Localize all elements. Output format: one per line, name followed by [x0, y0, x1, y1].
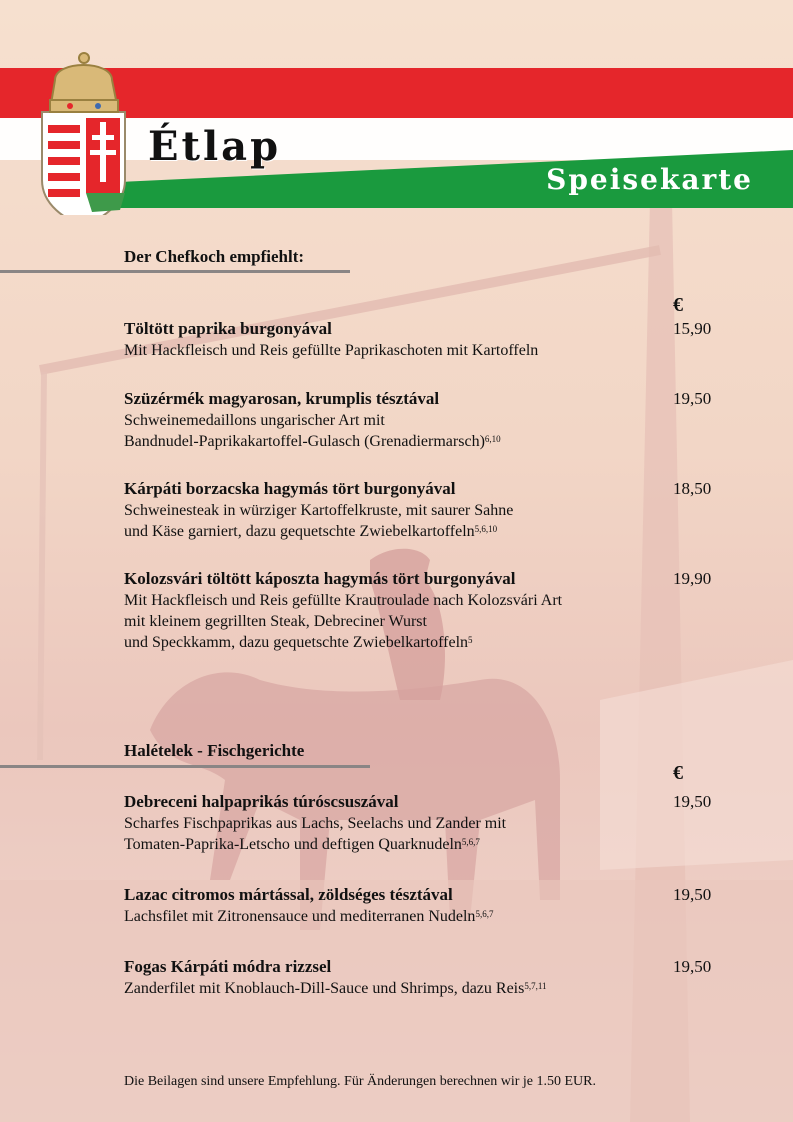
dish-price: 15,90 — [673, 319, 712, 338]
dish-description: Mit Hackfleisch und Reis gefüllte Paprikaschoten mit Kartoffeln — [124, 342, 539, 359]
page-title: Étlap — [148, 123, 282, 170]
menu-item — [124, 791, 724, 855]
allergen-codes: 5,6,10 — [474, 524, 498, 534]
allergen-codes: 5,7,11 — [524, 981, 547, 991]
section-divider — [0, 270, 350, 273]
menu-item — [124, 478, 724, 542]
menu-item — [124, 956, 724, 999]
menu-item — [124, 388, 724, 452]
dish-description: mit kleinem gegrillten Steak, Debreciner Wurst — [124, 613, 427, 630]
dish-description: Schweinemedaillons ungarischer Art mit — [124, 412, 385, 429]
menu-item — [124, 318, 724, 361]
dish-price: 19,50 — [673, 957, 712, 976]
allergen-codes: 5,6,7 — [461, 837, 480, 847]
menu-item — [124, 568, 724, 653]
dish-name: Kolozsvári töltött káposzta hagymás tört burgonyával — [124, 569, 516, 588]
dish-description: und Speckkamm, dazu gequetschte Zwiebelkartoffeln$^5$ — [124, 634, 473, 651]
dish-description: Scharfes Fischpaprikas aus Lachs, Seelachs und Zander mit — [124, 815, 507, 832]
dish-name: Lazac citromos mártással, zöldséges tésztával — [124, 885, 453, 904]
dish-description: Zanderfilet mit Knoblauch-Dill-Sauce und Shrimps, dazu Reis$^{5,7,11}$ — [124, 980, 547, 997]
dish-price: 19,50 — [673, 389, 712, 408]
dish-description: Tomaten-Paprika-Letscho und deftigen Quarknudeln$^{5,6,7}$ — [124, 836, 480, 853]
section-divider — [0, 765, 370, 768]
dish-description: Schweinesteak in würziger Kartoffelkruste, mit saurer Sahne — [124, 502, 514, 519]
page-subtitle: Speisekarte — [546, 163, 753, 196]
section-heading-fish: Halételek - Fischgerichte — [124, 741, 305, 760]
currency-symbol: € — [673, 294, 683, 316]
dish-description: Lachsfilet mit Zitronensauce und mediterranen Nudeln$^{5,6,7}$ — [124, 908, 494, 925]
dish-name: Fogas Kárpáti módra rizzsel — [124, 957, 332, 976]
dish-description: und Käse garniert, dazu gequetschte Zwiebelkartoffeln$^{5,6,10}$ — [124, 523, 498, 540]
dish-description: Bandnudel-Paprikakartoffel-Gulasch (Grenadiermarsch)$^{6,10}$ — [124, 433, 501, 450]
menu-item — [124, 884, 724, 927]
allergen-codes: 5,6,7 — [475, 909, 494, 919]
dish-name: Töltött paprika burgonyával — [124, 319, 332, 338]
dish-name: Szüzérmék magyarosan, krumplis tésztával — [124, 389, 440, 408]
allergen-codes: 5 — [468, 635, 473, 645]
dish-name: Kárpáti borzacska hagymás tört burgonyával — [124, 479, 456, 498]
section-heading-chef: Der Chefkoch empfiehlt: — [124, 247, 305, 266]
dish-price: 18,50 — [673, 479, 712, 498]
dish-price: 19,90 — [673, 569, 712, 588]
footer-note: Die Beilagen sind unsere Empfehlung. Für Änderungen berechnen wir je 1.50 EUR. — [124, 1074, 596, 1089]
allergen-codes: 6,10 — [484, 434, 501, 444]
currency-symbol: € — [673, 762, 683, 784]
coat-of-arms-icon — [42, 53, 125, 215]
dish-price: 19,50 — [673, 792, 712, 811]
dish-description: Mit Hackfleisch und Reis gefüllte Krautroulade nach Kolozsvári Art — [124, 592, 563, 609]
dish-price: 19,50 — [673, 885, 712, 904]
dish-name: Debreceni halpaprikás túróscsuszával — [124, 792, 399, 811]
